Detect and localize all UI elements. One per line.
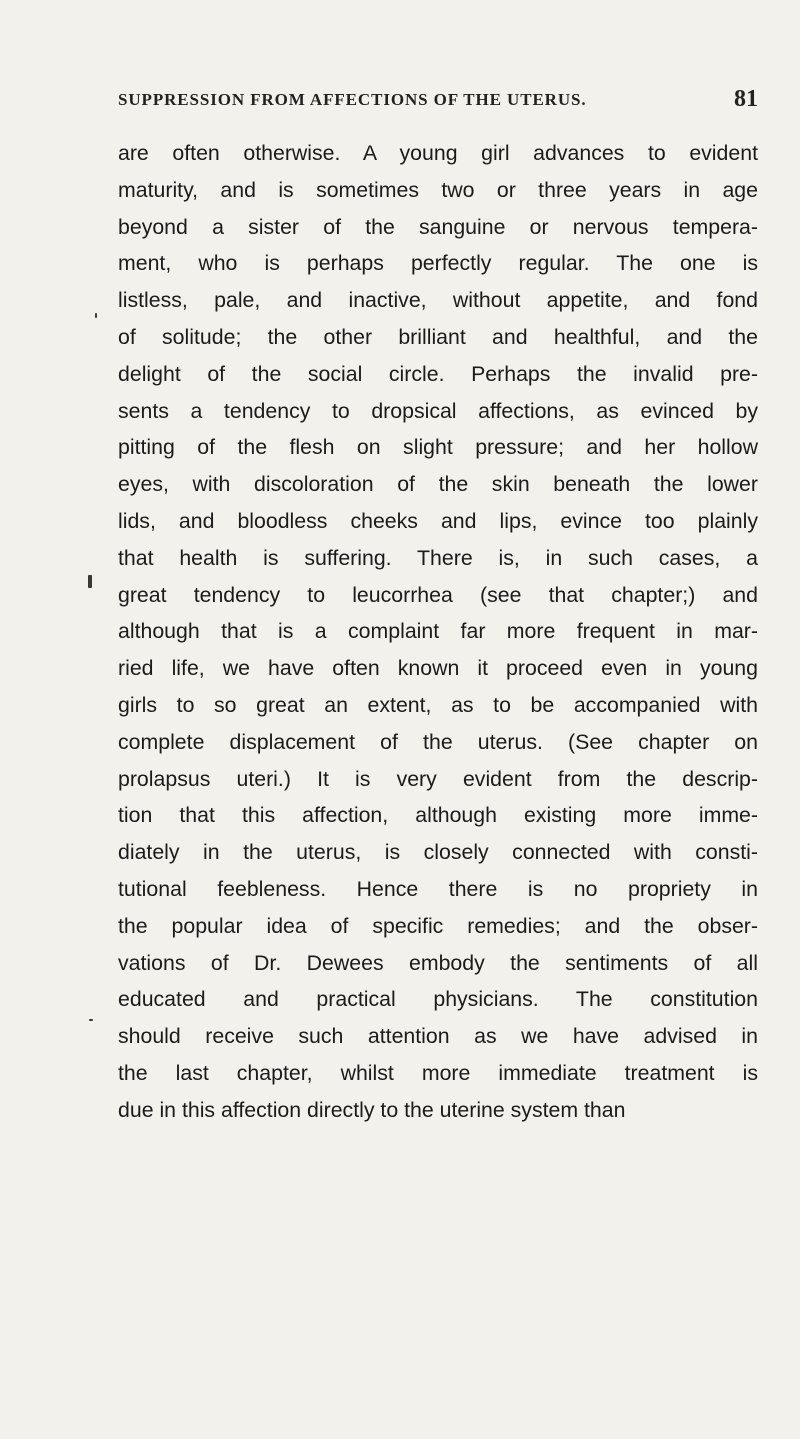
text-line: the popular idea of specific remedies; and the obser- [118, 913, 758, 938]
text-line: are often otherwise. A young girl advances to evident [118, 141, 758, 165]
text-line: educated and practical physicians. The constitution [118, 987, 758, 1012]
text-line: prolapsus uteri.) It is very evident from the descrip- [118, 766, 758, 791]
text-line: of solitude; the other brilliant and healthful, and the [118, 325, 758, 349]
running-header [118, 86, 758, 120]
text-line: should receive such attention as we have advised in [118, 1024, 758, 1049]
text-line: maturity, and is sometimes two or three years in age [118, 177, 758, 202]
text-line: due in this affection directly to the uterine system than [118, 1097, 626, 1122]
margin-mark [89, 1019, 93, 1021]
text-line: that health is suffering. There is, in such cases, a [118, 545, 758, 570]
margin-mark [88, 575, 92, 588]
page-number: 81 [734, 86, 758, 112]
text-line: lids, and bloodless cheeks and lips, evince too plainly [118, 509, 758, 533]
text-line: although that is a complaint far more frequent in mar- [118, 619, 758, 644]
text-line: pitting of the flesh on slight pressure; and her hollow [118, 435, 758, 460]
text-line: listless, pale, and inactive, without appetite, and fond [118, 288, 758, 313]
text-line: delight of the social circle. Perhaps the invalid pre- [118, 361, 758, 386]
text-line: ried life, we have often known it proceed even in young [118, 656, 758, 681]
text-line: eyes, with discoloration of the skin beneath the lower [118, 472, 758, 497]
page-header-title: SUPPRESSION FROM AFFECTIONS OF THE UTERUS. [118, 90, 587, 109]
text-line: great tendency to leucorrhea (see that chapter;) and [118, 582, 758, 607]
margin-mark [95, 313, 97, 318]
text-line: ment, who is perhaps perfectly regular. The one is [118, 251, 758, 276]
text-line: girls to so great an extent, as to be accompanied with [118, 693, 758, 717]
text-line: diately in the uterus, is closely connected with consti- [118, 840, 758, 865]
text-line: tutional feebleness. Hence there is no propriety in [118, 877, 758, 901]
text-line: sents a tendency to dropsical affections, as evinced by [118, 398, 758, 423]
text-line: beyond a sister of the sanguine or nervous tempera- [118, 214, 758, 239]
text-line: tion that this affection, although existing more imme- [118, 803, 758, 828]
text-line: vations of Dr. Dewees embody the sentiments of all [118, 950, 758, 975]
text-line: the last chapter, whilst more immediate treatment is [118, 1061, 758, 1085]
text-line: complete displacement of the uterus. (See chapter on [118, 729, 758, 754]
